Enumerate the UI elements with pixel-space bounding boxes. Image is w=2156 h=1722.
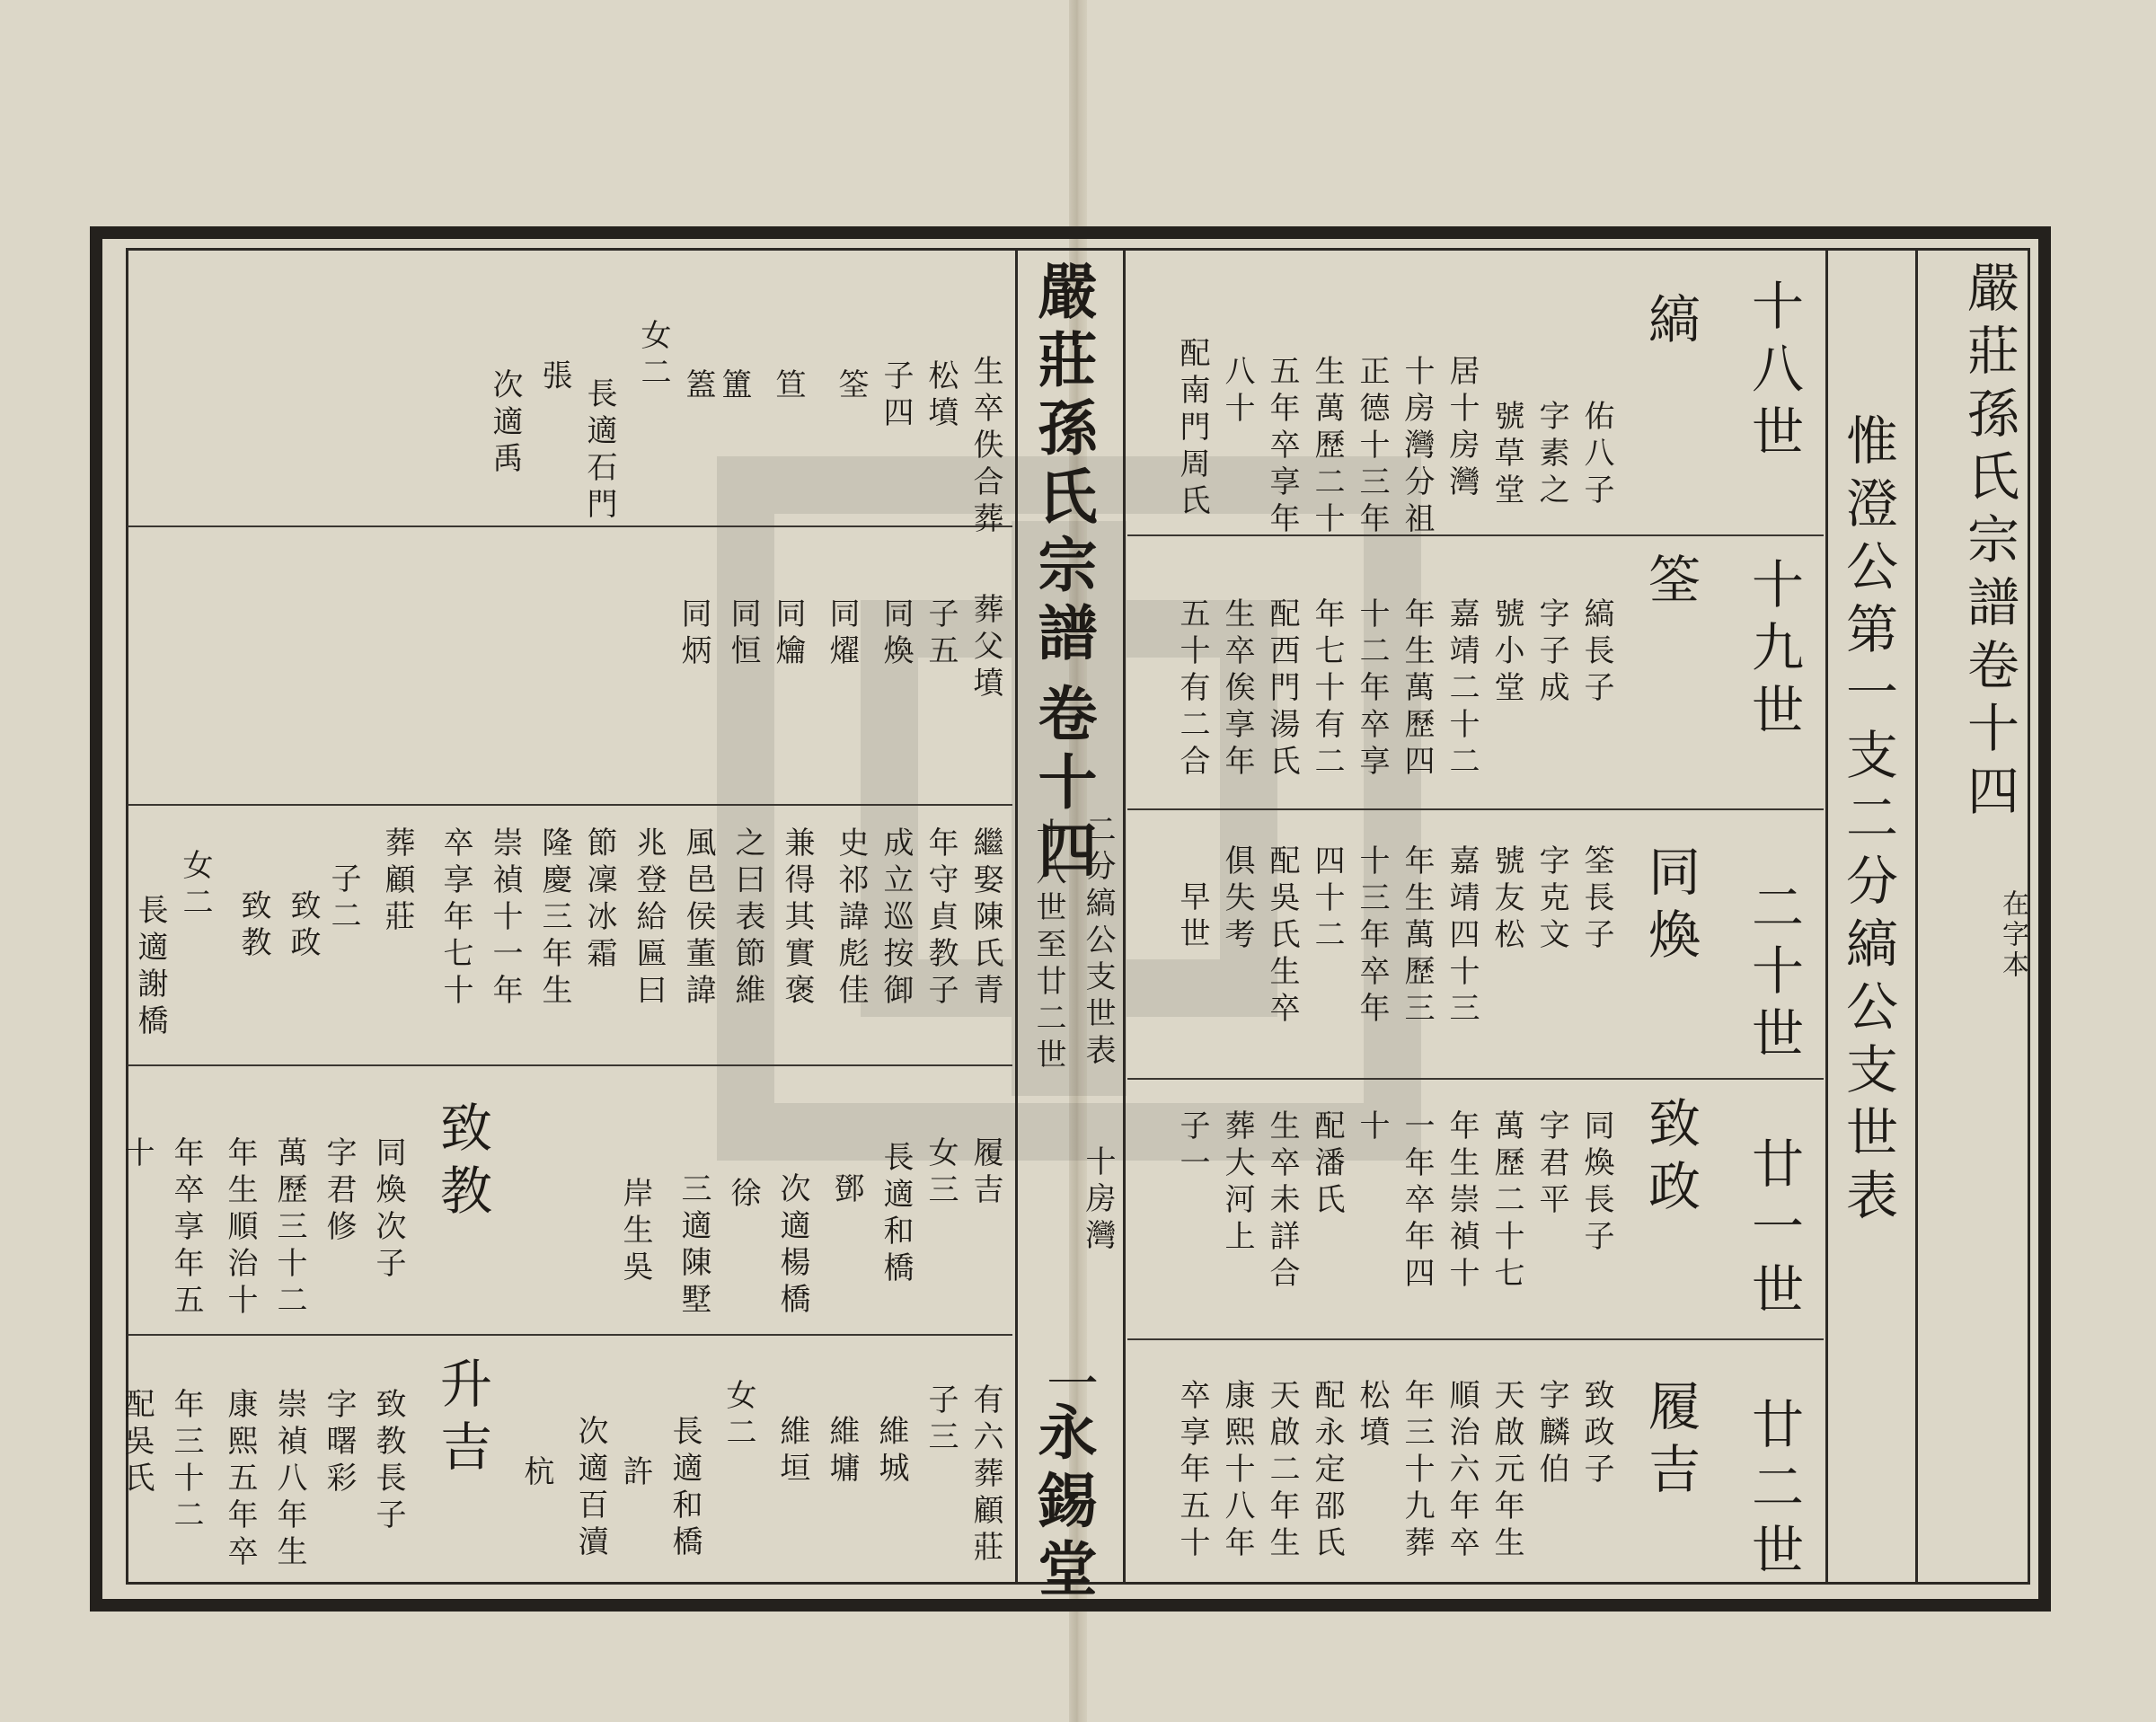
entry-line: 崇禎十一年 xyxy=(487,826,523,1011)
entry-line: 史祁諱彪佳 xyxy=(833,826,869,1011)
entry-line: 字君平 xyxy=(1533,1109,1569,1220)
entry-line: 卒享年五十 xyxy=(1174,1379,1210,1563)
entry-line: 長適和橋 xyxy=(667,1415,702,1562)
entry-line: 松墳 xyxy=(923,359,959,433)
generation-label: 二十世 xyxy=(1743,880,1804,1069)
entry-line: 配西門湯氏 xyxy=(1264,597,1300,782)
entry-line: 年三十九葬 xyxy=(1399,1379,1435,1563)
entry-line: 致教長子 xyxy=(370,1388,406,1535)
entry-line: 之曰表節維 xyxy=(729,826,765,1011)
entry-line: 風邑侯董諱 xyxy=(680,826,716,1011)
outer-title: 嚴莊孫氏宗譜卷十四 xyxy=(1958,261,2019,826)
row-rule xyxy=(128,804,1012,806)
row-rule xyxy=(1127,1078,1824,1080)
entry-line: 履吉 xyxy=(968,1136,1003,1210)
entry-line: 同爚 xyxy=(770,597,806,671)
entry-line: 維垣 xyxy=(774,1415,810,1488)
entry-line: 縞長子 xyxy=(1578,597,1614,708)
row-rule xyxy=(128,1334,1012,1336)
entry-line: 女二 xyxy=(635,319,671,393)
entry-line: 年生萬歷四 xyxy=(1399,597,1435,782)
spine-section: 二分縞公支世表 xyxy=(1080,813,1116,1071)
spine-rule-right xyxy=(1123,250,1126,1583)
entry-line: 維墉 xyxy=(824,1415,860,1488)
entry-line: 年生萬歷三 xyxy=(1399,844,1435,1029)
title-column-rule xyxy=(1915,250,1918,1583)
entry-line: 字克文 xyxy=(1533,844,1569,955)
entry-line: 字子成 xyxy=(1533,597,1569,708)
entry-line: 十 xyxy=(119,1136,155,1173)
generation-label: 十八世 xyxy=(1743,278,1804,467)
entry-line: 年卒享年五 xyxy=(168,1136,204,1320)
entry-line: 女二 xyxy=(177,849,213,923)
entry-line: 子一 xyxy=(1174,1109,1210,1183)
entry-line: 成立巡按御 xyxy=(878,826,914,1011)
entry-line: 次適楊橋 xyxy=(774,1172,810,1320)
entry-line: 康熙十八年 xyxy=(1219,1379,1255,1563)
entry-line: 號小堂 xyxy=(1489,597,1524,708)
entry-line: 節凜冰霜 xyxy=(581,826,617,974)
person-name: 致教 xyxy=(431,1100,492,1226)
entry-line: 子三 xyxy=(923,1383,959,1457)
entry-line: 同煥次子 xyxy=(370,1136,406,1284)
entry-line: 有六葬顧莊 xyxy=(968,1383,1003,1567)
person-name: 致政 xyxy=(1639,1096,1701,1222)
entry-line: 一年卒年四 xyxy=(1399,1109,1435,1294)
generation-label: 廿二世 xyxy=(1743,1397,1804,1585)
entry-line: 兼得其實褒 xyxy=(779,826,815,1011)
entry-line: 字麟伯 xyxy=(1533,1379,1569,1489)
entry-line: 葬顧莊 xyxy=(379,826,415,937)
entry-line: 女二 xyxy=(720,1379,756,1453)
entry-line: 天啟元年生 xyxy=(1489,1379,1524,1563)
entry-line: 生萬歷二十 xyxy=(1309,355,1345,539)
row-rule xyxy=(128,525,1012,527)
entry-line: 子二 xyxy=(325,862,361,936)
entry-line: 字素之 xyxy=(1533,400,1569,510)
generation-column-rule xyxy=(1825,250,1828,1583)
entry-line: 號草堂 xyxy=(1489,400,1524,510)
entry-line: 配南門周氏 xyxy=(1174,337,1210,521)
row-rule xyxy=(128,1064,1012,1066)
entry-line: 萬歷三十二 xyxy=(271,1136,307,1320)
entry-line: 同煥長子 xyxy=(1578,1109,1614,1257)
entry-line: 嘉靖二十二 xyxy=(1444,597,1480,782)
entry-line: 號友松 xyxy=(1489,844,1524,955)
entry-line: 葬父墳 xyxy=(968,593,1003,703)
entry-line: 岸生吳 xyxy=(617,1177,653,1287)
entry-line: 順治六年卒 xyxy=(1444,1379,1480,1563)
generation-label: 十九世 xyxy=(1743,557,1804,746)
entry-line: 十三年卒年 xyxy=(1354,844,1390,1029)
person-name: 履吉 xyxy=(1639,1379,1701,1505)
entry-line: 早世 xyxy=(1174,880,1210,954)
entry-line: 杭 xyxy=(518,1455,554,1492)
entry-line: 佑八子 xyxy=(1578,400,1614,510)
entry-line: 萬歷二十七 xyxy=(1489,1109,1524,1294)
entry-line: 徐 xyxy=(725,1177,761,1214)
entry-line: 子五 xyxy=(923,597,959,671)
entry-line: 次適百瀆 xyxy=(572,1415,608,1562)
entry-line: 鄧 xyxy=(828,1172,864,1209)
row-rule xyxy=(1127,808,1824,810)
row-rule xyxy=(1127,534,1824,536)
entry-line: 四十二 xyxy=(1309,844,1345,955)
person-name: 升吉 xyxy=(431,1356,492,1482)
entry-line: 維城 xyxy=(873,1415,909,1488)
outer-note: 在字本 xyxy=(1997,889,2028,981)
entry-line: 長適謝橋 xyxy=(132,894,168,1041)
entry-line: 長適石門 xyxy=(581,377,617,525)
entry-line: 同燿 xyxy=(824,597,860,671)
entry-line: 簠 xyxy=(716,368,752,405)
entry-line: 嘉靖四十三 xyxy=(1444,844,1480,1029)
entry-line: 長適和橋 xyxy=(878,1141,914,1288)
entry-line: 五年卒享年 xyxy=(1264,355,1300,539)
entry-line: 十二年卒享 xyxy=(1354,597,1390,782)
entry-line: 筌 xyxy=(833,368,869,405)
person-name: 同煥 xyxy=(1639,844,1701,970)
person-name: 筌 xyxy=(1639,552,1701,615)
entry-line: 配吳氏 xyxy=(119,1388,155,1498)
spine-rule-left xyxy=(1015,250,1018,1583)
entry-line: 年守貞教子 xyxy=(923,826,959,1011)
entry-line: 同恒 xyxy=(725,597,761,671)
entry-line: 致政 xyxy=(285,889,321,963)
spine-place: 十房灣 xyxy=(1080,1145,1116,1256)
spine-range: 十八世至廿二世 xyxy=(1030,817,1066,1075)
entry-line: 十 xyxy=(1354,1109,1390,1146)
entry-line: 隆慶三年生 xyxy=(536,826,572,1011)
entry-line: 配吳氏生卒 xyxy=(1264,844,1300,1029)
entry-line: 居十房灣 xyxy=(1444,355,1480,502)
entry-line: 次適禹 xyxy=(487,368,523,479)
entry-line: 正德十三年 xyxy=(1354,355,1390,539)
entry-line: 致教 xyxy=(235,889,271,963)
entry-line: 配潘氏 xyxy=(1309,1109,1345,1220)
person-name: 縞 xyxy=(1639,292,1701,355)
entry-line: 繼娶陳氏青 xyxy=(968,826,1003,1011)
entry-line: 篕 xyxy=(680,368,716,405)
entry-line: 兆登給匾曰 xyxy=(631,826,667,1011)
spine-hall-name: 永錫堂 xyxy=(1028,1401,1098,1606)
entry-line: 笪 xyxy=(770,368,806,405)
spine-page-number: 一 xyxy=(1038,1356,1099,1419)
entry-line: 女三 xyxy=(923,1136,959,1210)
spine-volume: 卷十四 xyxy=(1028,683,1098,887)
entry-line: 生卒未詳合 xyxy=(1264,1109,1300,1294)
entry-line: 生卒俟享年 xyxy=(1219,597,1255,782)
entry-line: 同煥 xyxy=(878,597,914,671)
table-title: 惟澄公第一支二分縞公支世表 xyxy=(1837,413,1898,1231)
entry-line: 卒享年七十 xyxy=(437,826,473,1011)
entry-line: 松墳 xyxy=(1354,1379,1390,1453)
spine-title: 嚴莊孫氏宗譜 xyxy=(1028,261,1098,670)
entry-line: 康熙五年卒 xyxy=(222,1388,258,1572)
entry-line: 生卒佚合葬 xyxy=(968,355,1003,539)
entry-line: 年七十有二 xyxy=(1309,597,1345,782)
entry-line: 三適陳墅 xyxy=(676,1172,711,1320)
entry-line: 八十 xyxy=(1219,355,1255,428)
entry-line: 字曙彩 xyxy=(321,1388,357,1498)
generation-label: 廿一世 xyxy=(1743,1136,1804,1325)
entry-line: 年生崇禎十 xyxy=(1444,1109,1480,1294)
entry-line: 天啟二年生 xyxy=(1264,1379,1300,1563)
entry-line: 子四 xyxy=(878,359,914,433)
entry-line: 葬大河上 xyxy=(1219,1109,1255,1257)
entry-line: 俱失考 xyxy=(1219,844,1255,955)
entry-line: 張 xyxy=(536,359,572,396)
entry-line: 筌長子 xyxy=(1578,844,1614,955)
entry-line: 致政子 xyxy=(1578,1379,1614,1489)
entry-line: 十房灣分祖 xyxy=(1399,355,1435,539)
entry-line: 許 xyxy=(617,1455,653,1492)
entry-line: 配永定邵氏 xyxy=(1309,1379,1345,1563)
row-rule xyxy=(1127,1338,1824,1340)
entry-line: 年生順治十 xyxy=(222,1136,258,1320)
entry-line: 五十有二合 xyxy=(1174,597,1210,782)
entry-line: 年三十二 xyxy=(168,1388,204,1535)
entry-line: 字君修 xyxy=(321,1136,357,1247)
entry-line: 同炳 xyxy=(676,597,711,671)
entry-line: 崇禎八年生 xyxy=(271,1388,307,1572)
